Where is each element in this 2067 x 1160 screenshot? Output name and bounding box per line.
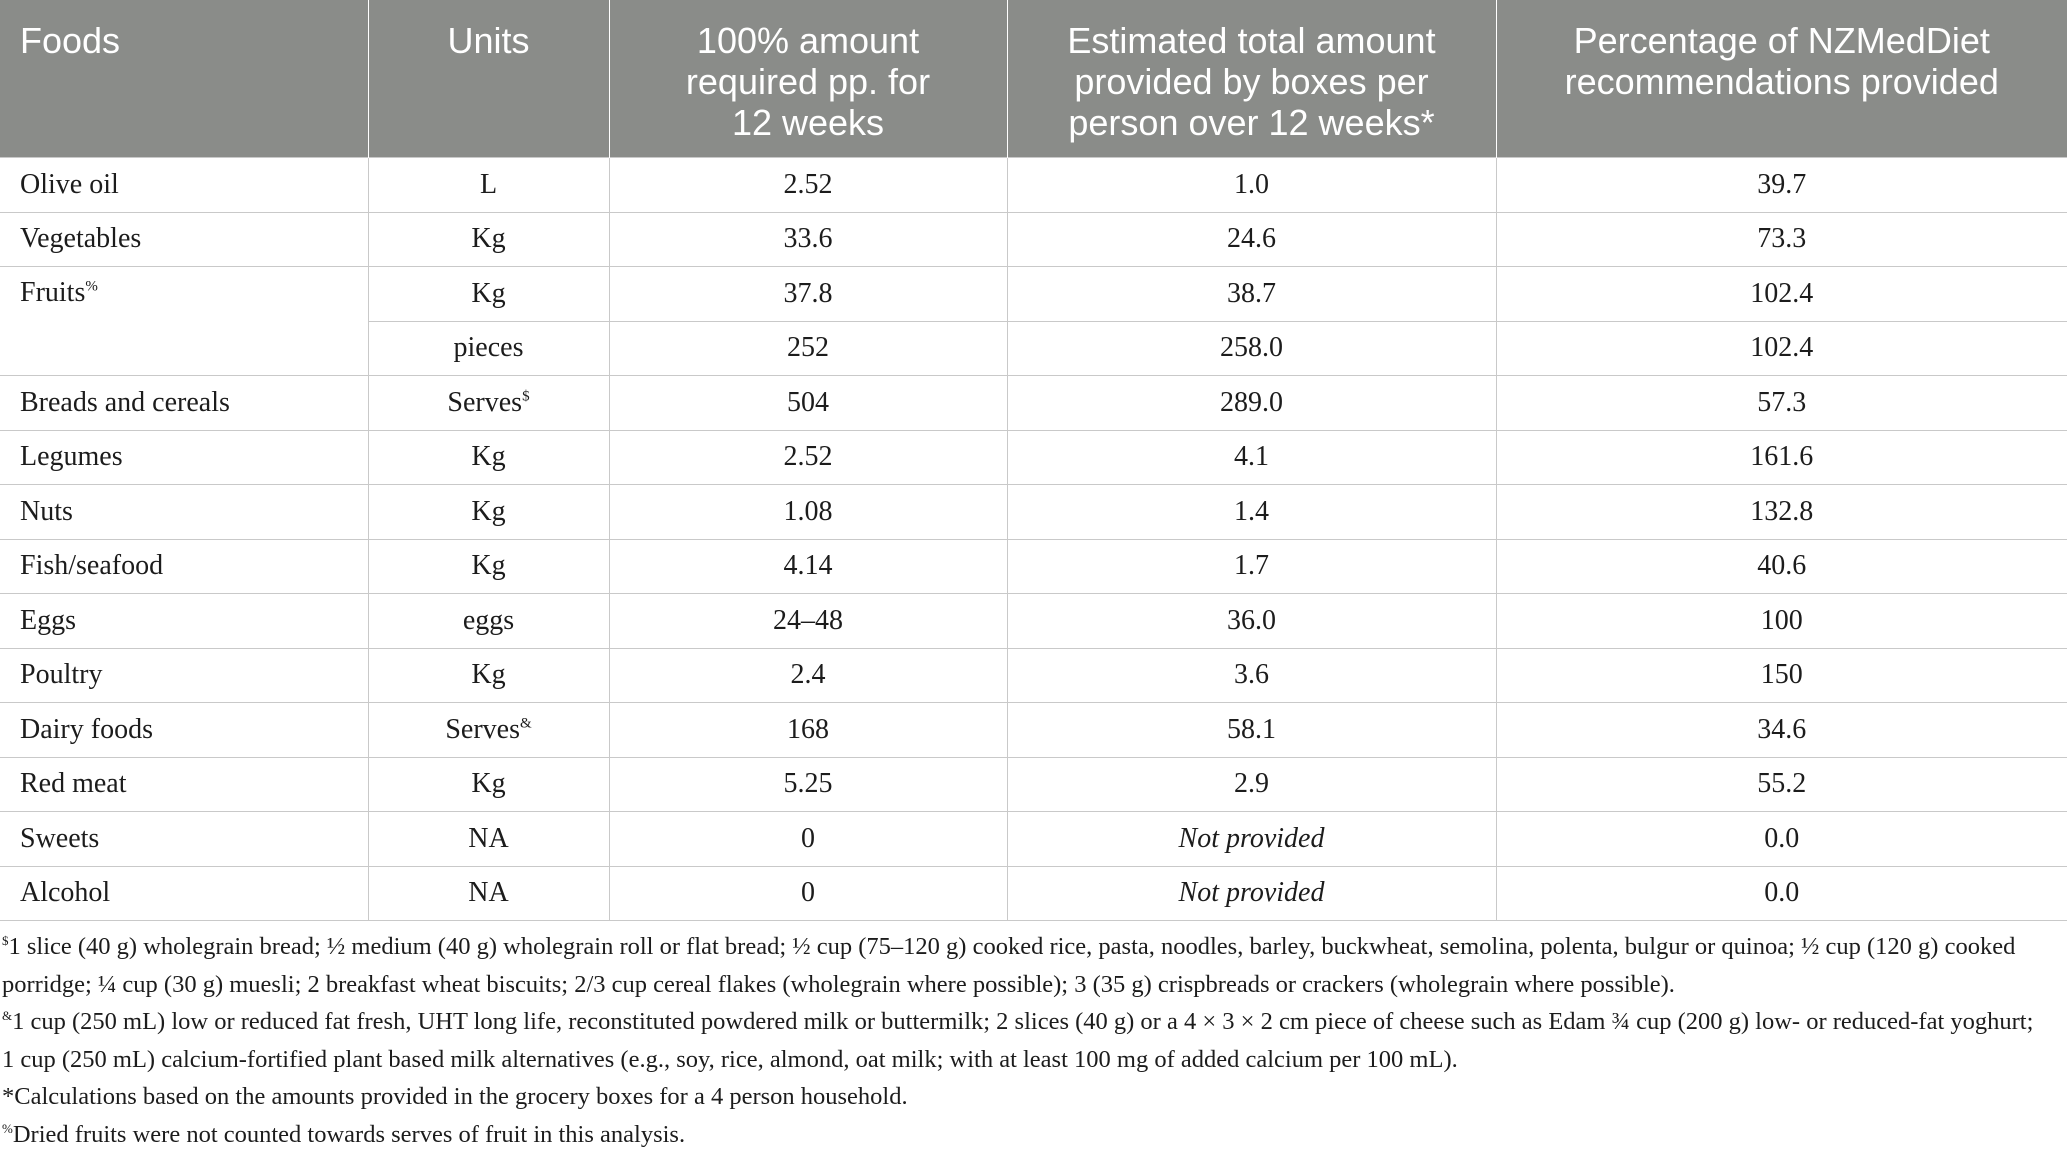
unit-value: Kg [471, 495, 506, 527]
required-value: 5.25 [783, 768, 833, 800]
food-cell [0, 267, 368, 376]
unit-cell [368, 321, 609, 376]
unit-value: pieces [453, 332, 524, 364]
estimated-cell [1007, 376, 1496, 431]
table-row-eggs [0, 594, 2067, 649]
footnote-serves [0, 928, 2050, 1003]
food-name: Nuts [20, 495, 73, 527]
unit-value: eggs [462, 604, 515, 636]
food-cell [0, 703, 368, 758]
table-row-olive-oil [0, 158, 2067, 213]
footnote-dairy-text: 1 cup (250 mL) low or reduced fat fresh, UHT long life, reconstituted powdered milk or buttermilk; 2 slices (40 g) or a 4 × 3 × 2 cm piece of cheese such as Edam ¾ cup (200 g) low- or reduced-fat yoghurt; 1 cup (250 mL) calcium-fortified plant based milk alternatives (e.g., soy, rice, almond, oat milk; with at least 100 mg of added calcium per 100 mL). [2, 1008, 2034, 1073]
unit-value: L [479, 168, 498, 200]
required-cell [609, 485, 1007, 540]
food-footnote-marker: % [85, 278, 98, 295]
header-row [0, 0, 2067, 158]
food-cell [0, 866, 368, 921]
footnote-calculations [0, 1078, 2050, 1116]
estimated-cell [1007, 703, 1496, 758]
percentage-cell [1496, 376, 2067, 431]
table-row-legumes [0, 430, 2067, 485]
food-name: Sweets [20, 822, 100, 854]
unit-value: Kg [471, 223, 506, 255]
footnote-dried-fruit [0, 1116, 2050, 1154]
food-cell [0, 594, 368, 649]
percentage-value: 55.2 [1757, 768, 1807, 800]
food-name: Alcohol [20, 877, 111, 909]
estimated-value: 258.0 [1220, 332, 1283, 364]
header-percentage-line2: recommendations provided [1564, 61, 1999, 102]
footnote-serves-text: 1 slice (40 g) wholegrain bread; ½ medium (40 g) wholegrain roll or flat bread; ½ cup (75–120 g) cooked rice, pasta, noodles, barley, buckwheat, semolina, polenta, bulgur or quinoa; ½ cup (120 g) cooked porridge; ¼ cup (30 g) muesli; 2 breakfast wheat biscuits; 2/3 cup cereal flakes (wholegrain where possible); 3 (35 g) crispbreads or crackers (wholegrain where possible). [2, 933, 2016, 998]
required-value: 252 [787, 332, 829, 364]
estimated-cell [1007, 485, 1496, 540]
required-cell [609, 703, 1007, 758]
unit-value: Serves [445, 713, 520, 745]
table-row-poultry [0, 648, 2067, 703]
header-units [368, 0, 609, 158]
table-row-alcohol [0, 866, 2067, 921]
percentage-cell [1496, 485, 2067, 540]
estimated-value: Not provided [1178, 877, 1325, 909]
estimated-value: 4.1 [1234, 441, 1269, 473]
percentage-value: 34.6 [1757, 713, 1807, 745]
unit-cell [368, 485, 609, 540]
percentage-cell [1496, 158, 2067, 213]
food-cell [0, 757, 368, 812]
estimated-value: 2.9 [1234, 768, 1269, 800]
table-row-fish-seafood [0, 539, 2067, 594]
unit-value: Kg [471, 277, 506, 309]
percentage-value: 73.3 [1757, 223, 1807, 255]
required-value: 168 [787, 713, 829, 745]
table-row-sweets [0, 812, 2067, 867]
required-value: 2.52 [783, 441, 833, 473]
percentage-value: 100 [1760, 604, 1803, 636]
footnote-calculations-text: *Calculations based on the amounts provided in the grocery boxes for a 4 person household. [2, 1083, 908, 1110]
percentage-value: 102.4 [1750, 277, 1814, 309]
estimated-value: 1.4 [1234, 495, 1269, 527]
estimated-cell [1007, 757, 1496, 812]
unit-value: NA [468, 822, 509, 854]
estimated-cell [1007, 321, 1496, 376]
header-required-amount [609, 0, 1007, 158]
unit-value: Kg [471, 768, 506, 800]
percentage-cell [1496, 648, 2067, 703]
percentage-value: 0.0 [1764, 822, 1800, 854]
estimated-cell [1007, 866, 1496, 921]
estimated-value: 1.7 [1234, 550, 1269, 582]
footnote-dairy-marker: & [2, 1007, 13, 1023]
required-cell [609, 267, 1007, 322]
percentage-value: 57.3 [1757, 386, 1807, 418]
unit-cell [368, 539, 609, 594]
food-cell [0, 648, 368, 703]
percentage-cell [1496, 430, 2067, 485]
table-footnotes [0, 928, 2050, 1153]
required-value: 4.14 [783, 550, 833, 582]
required-cell [609, 430, 1007, 485]
food-name: Fruits [20, 277, 86, 308]
header-percentage-line1: Percentage of NZMedDiet [1573, 20, 1990, 61]
food-name: Fish/seafood [20, 550, 164, 582]
unit-cell [368, 648, 609, 703]
required-value: 0 [801, 822, 815, 854]
header-estimated-line1: Estimated total amount [1067, 20, 1436, 61]
percentage-value: 0.0 [1764, 877, 1800, 909]
estimated-value: 36.0 [1227, 604, 1276, 636]
percentage-value: 39.7 [1757, 168, 1807, 200]
table-body [0, 158, 2067, 921]
required-value: 1.08 [783, 495, 833, 527]
food-cell [0, 812, 368, 867]
footnote-dairy [0, 1003, 2050, 1078]
header-units-label: Units [447, 20, 530, 61]
required-value: 504 [787, 386, 829, 418]
header-estimated-amount [1007, 0, 1496, 158]
food-cell [0, 430, 368, 485]
estimated-cell [1007, 648, 1496, 703]
estimated-cell [1007, 158, 1496, 213]
estimated-cell [1007, 267, 1496, 322]
food-name: Red meat [20, 768, 127, 800]
percentage-value: 40.6 [1757, 550, 1807, 582]
estimated-value: 1.0 [1234, 168, 1269, 200]
unit-cell [368, 703, 609, 758]
table-row-breads-cereals [0, 376, 2067, 431]
table-row-vegetables [0, 212, 2067, 267]
header-foods-label: Foods [20, 20, 121, 61]
required-cell [609, 594, 1007, 649]
footnote-dried-fruit-text: Dried fruits were not counted towards serves of fruit in this analysis. [12, 1120, 686, 1148]
table-row-dairy-foods [0, 703, 2067, 758]
required-cell [609, 757, 1007, 812]
unit-cell [368, 812, 609, 867]
required-cell [609, 812, 1007, 867]
required-cell [609, 321, 1007, 376]
table-row-red-meat [0, 757, 2067, 812]
footnote-serves-marker: $ [2, 932, 9, 948]
percentage-value: 132.8 [1750, 495, 1814, 527]
estimated-cell [1007, 594, 1496, 649]
table-header [0, 0, 2067, 158]
unit-cell [368, 430, 609, 485]
estimated-cell [1007, 430, 1496, 485]
unit-value: Kg [471, 550, 506, 582]
estimated-value: 24.6 [1227, 223, 1276, 255]
header-percentage [1496, 0, 2067, 158]
percentage-cell [1496, 267, 2067, 322]
percentage-cell [1496, 539, 2067, 594]
required-value: 0 [801, 877, 815, 909]
header-foods [0, 0, 368, 158]
estimated-cell [1007, 212, 1496, 267]
estimated-cell [1007, 812, 1496, 867]
unit-cell [368, 866, 609, 921]
food-name: Breads and cereals [20, 386, 230, 418]
header-required-line1: 100% amount [696, 20, 920, 61]
percentage-cell [1496, 812, 2067, 867]
required-cell [609, 212, 1007, 267]
unit-cell [368, 267, 609, 322]
food-name: Legumes [20, 441, 123, 473]
required-value: 33.6 [783, 223, 833, 255]
required-cell [609, 539, 1007, 594]
percentage-cell [1496, 321, 2067, 376]
unit-cell [368, 158, 609, 213]
estimated-value: Not provided [1178, 822, 1325, 854]
table-row-nuts [0, 485, 2067, 540]
food-cell [0, 212, 368, 267]
unit-footnote-marker: $ [522, 388, 530, 405]
percentage-cell [1496, 703, 2067, 758]
food-cell [0, 539, 368, 594]
estimated-value: 58.1 [1227, 713, 1276, 745]
percentage-value: 102.4 [1750, 332, 1814, 364]
required-cell [609, 648, 1007, 703]
food-name: Olive oil [20, 168, 119, 200]
estimated-cell [1007, 539, 1496, 594]
unit-value: Kg [471, 441, 506, 473]
unit-value: Kg [471, 659, 506, 691]
estimated-value: 3.6 [1234, 659, 1269, 691]
food-name: Poultry [20, 659, 103, 691]
estimated-value: 38.7 [1227, 277, 1276, 309]
percentage-value: 161.6 [1750, 441, 1814, 473]
percentage-cell [1496, 212, 2067, 267]
food-cell [0, 485, 368, 540]
table-row-fruits-kg [0, 267, 2067, 322]
percentage-cell [1496, 757, 2067, 812]
header-required-line2: required pp. for [685, 61, 931, 102]
required-cell [609, 158, 1007, 213]
food-name: Dairy foods [20, 713, 153, 745]
required-value: 2.4 [790, 659, 826, 691]
header-estimated-line3: person over 12 weeks* [1068, 102, 1435, 143]
unit-footnote-marker: & [519, 715, 532, 732]
percentage-value: 150 [1760, 659, 1803, 691]
header-required-line3: 12 weeks [731, 102, 885, 143]
estimated-value: 289.0 [1220, 386, 1283, 418]
unit-cell [368, 757, 609, 812]
food-name: Vegetables [20, 223, 142, 255]
food-cell [0, 158, 368, 213]
required-value: 37.8 [783, 277, 833, 309]
header-estimated-line2: provided by boxes per [1074, 61, 1429, 102]
unit-value: NA [468, 877, 509, 909]
required-cell [609, 866, 1007, 921]
unit-cell [368, 212, 609, 267]
unit-cell [368, 594, 609, 649]
required-value: 24–48 [773, 604, 843, 636]
footnote-dried-fruit-marker: % [2, 1120, 13, 1136]
percentage-cell [1496, 866, 2067, 921]
required-cell [609, 376, 1007, 431]
food-cell [0, 376, 368, 431]
unit-value: Serves [447, 386, 523, 418]
food-name: Eggs [20, 604, 76, 636]
percentage-cell [1496, 594, 2067, 649]
unit-cell [368, 376, 609, 431]
required-value: 2.52 [783, 168, 833, 200]
